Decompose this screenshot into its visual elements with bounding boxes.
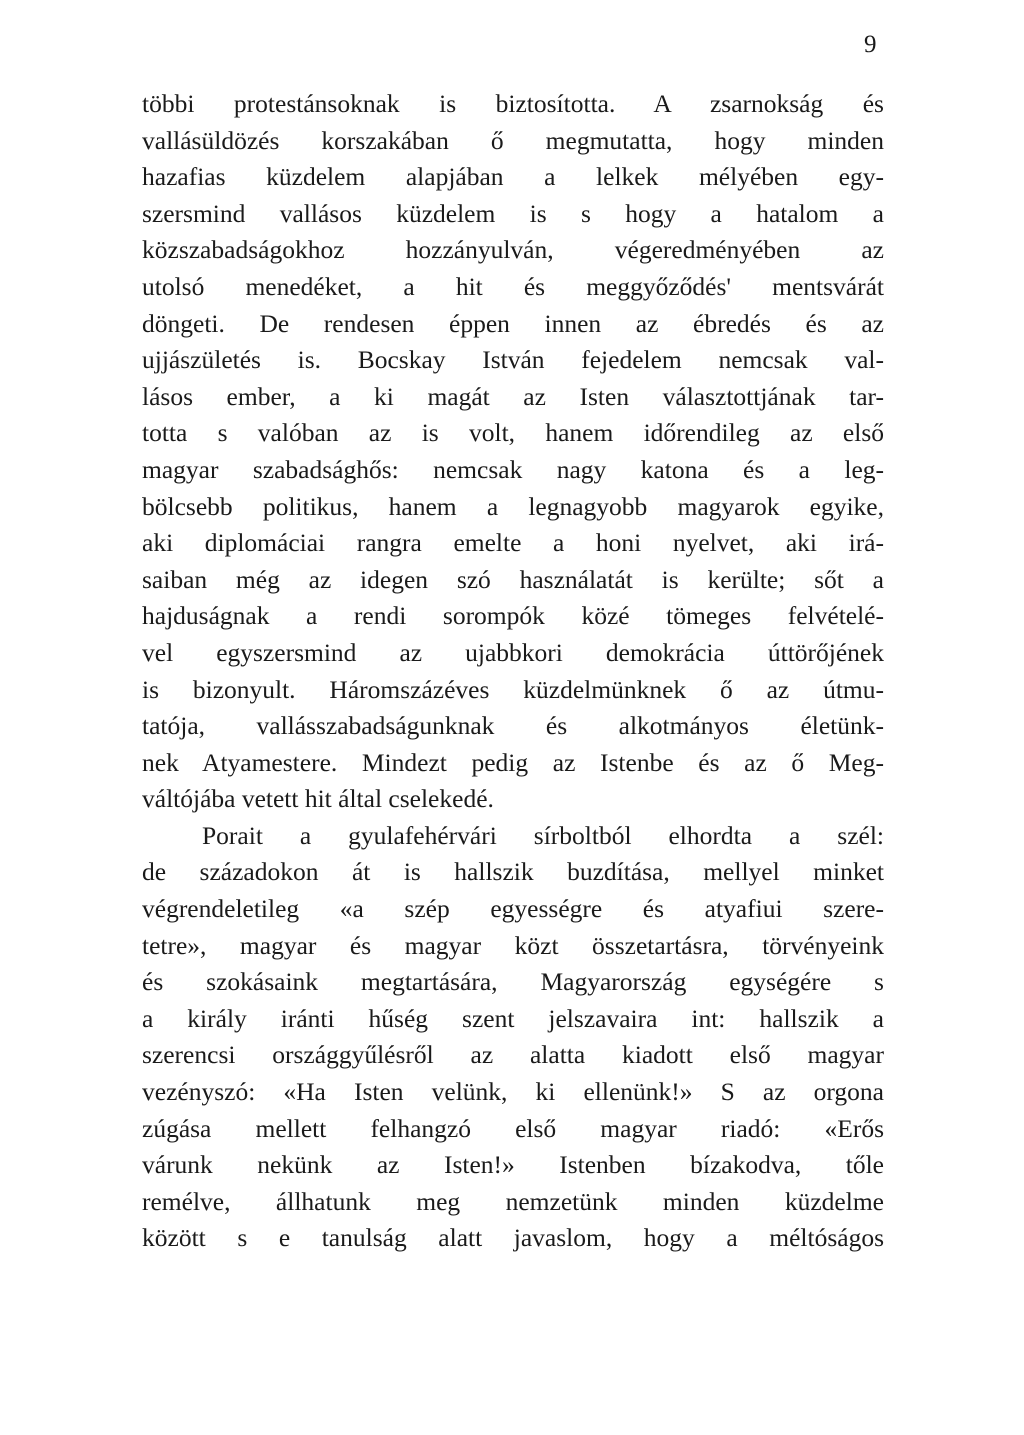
- text-line: ujjászületés is. Bocskay István fejedelem nemcsak val-: [142, 345, 884, 375]
- text-line: remélve, állhatunk meg nemzetünk minden küzdelme: [142, 1186, 884, 1216]
- text-line: váltójába vetett hit által cselekedé.: [142, 784, 494, 814]
- text-line: magyar szabadsághős: nemcsak nagy katona és a leg-: [142, 454, 884, 484]
- page-number: 9: [864, 31, 877, 58]
- text-line: tetre», magyar és magyar közt összetartásra, törvényeink: [142, 930, 884, 960]
- text-line: vel egyszersmind az ujabbkori demokrácia úttörőjének: [142, 637, 884, 667]
- text-line: nek Atyamestere. Mindezt pedig az Istenbe és az ő Meg-: [142, 747, 884, 777]
- text-line: de századokon át is hallszik buzdítása, mellyel minket: [142, 857, 884, 887]
- text-line: vezényszó: «Ha Isten velünk, ki ellenünk!» S az orgona: [142, 1077, 884, 1107]
- text-line: szerencsi országgyűlésről az alatta kiadott első magyar: [142, 1040, 884, 1070]
- text-line: és szokásaink megtartására, Magyarország egységére s: [142, 967, 884, 997]
- text-line: döngeti. De rendesen éppen innen az ébredés és az: [142, 308, 884, 338]
- body-text: [142, 86, 884, 1257]
- text-line: totta s valóban az is volt, hanem időrendileg az első: [142, 418, 884, 448]
- text-line: többi protestánsoknak is biztosította. A zsarnokság és: [142, 89, 884, 118]
- text-line: közszabadságokhoz hozzányulván, végeredményében az: [142, 235, 884, 265]
- text-line: várunk nekünk az Isten!» Istenben bízakodva, tőle: [142, 1150, 884, 1180]
- text-line: Porait a gyulafehérvári sírboltból elhordta a szél:: [202, 820, 884, 850]
- text-line: aki diplomáciai rangra emelte a honi nyelvet, aki irá-: [142, 528, 884, 558]
- text-line: a király iránti hűség szent jelszavaira int: hallszik a: [142, 1003, 884, 1033]
- text-line: saiban még az idegen szó használatát is kerülte; sőt a: [142, 564, 884, 594]
- text-line: bölcsebb politikus, hanem a legnagyobb magyarok egyike,: [142, 491, 884, 521]
- text-line: is bizonyult. Háromszázéves küzdelmünknek ő az útmu-: [142, 674, 884, 704]
- text-line: hazafias küzdelem alapjában a lelkek mélyében egy-: [142, 162, 884, 192]
- text-line: tatója, vallásszabadságunknak és alkotmányos életünk-: [142, 711, 884, 741]
- text-line: között s e tanulság alatt javaslom, hogy a méltóságos: [142, 1223, 884, 1253]
- text-line: végrendeletileg «a szép egyességre és atyafiui szere-: [142, 894, 884, 924]
- text-line: lásos ember, a ki magát az Isten választottjának tar-: [142, 381, 884, 411]
- text-line: szersmind vallásos küzdelem is s hogy a hatalom a: [142, 198, 884, 228]
- text-line: vallásüldözés korszakában ő megmutatta, hogy minden: [142, 125, 884, 155]
- text-line: hajduságnak a rendi sorompók közé tömeges felvételé-: [142, 601, 884, 631]
- text-line: utolsó menedéket, a hit és meggyőződés' mentsvárát: [142, 271, 884, 301]
- text-line: zúgása mellett felhangzó első magyar riadó: «Erős: [142, 1113, 884, 1143]
